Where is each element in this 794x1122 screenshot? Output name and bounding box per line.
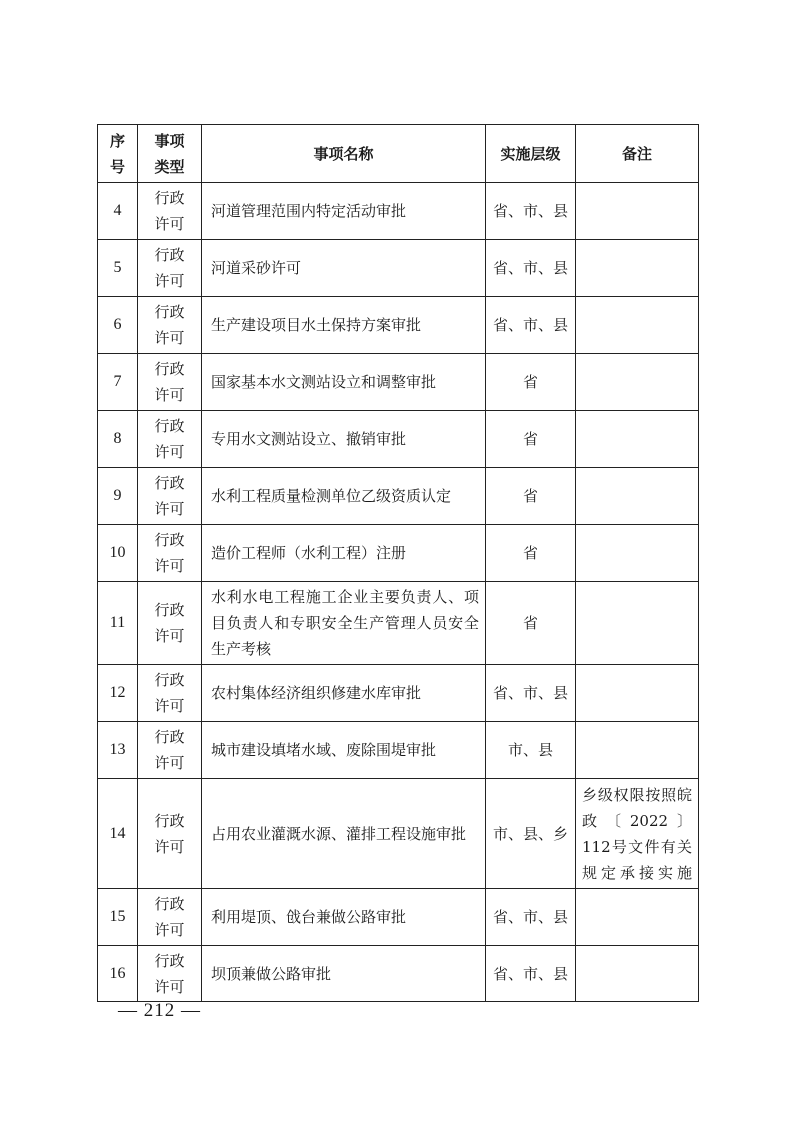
row-name: 河道管理范围内特定活动审批 bbox=[202, 183, 486, 240]
row-seq: 5 bbox=[98, 240, 138, 297]
row-type: 行政 许可 bbox=[138, 183, 202, 240]
row-level: 省、市、县 bbox=[486, 240, 576, 297]
row-level: 市、县、乡 bbox=[486, 779, 576, 889]
row-note bbox=[576, 411, 699, 468]
header-note: 备注 bbox=[576, 125, 699, 183]
row-note bbox=[576, 240, 699, 297]
table-row bbox=[98, 240, 699, 297]
row-name: 生产建设项目水土保持方案审批 bbox=[202, 297, 486, 354]
table-row bbox=[98, 722, 699, 779]
row-seq: 8 bbox=[98, 411, 138, 468]
row-seq: 7 bbox=[98, 354, 138, 411]
header-level: 实施层级 bbox=[486, 125, 576, 183]
table-row bbox=[98, 525, 699, 582]
row-name: 城市建设填堵水域、废除围堤审批 bbox=[202, 722, 486, 779]
row-type: 行政 许可 bbox=[138, 889, 202, 946]
row-type: 行政 许可 bbox=[138, 468, 202, 525]
row-name: 水利工程质量检测单位乙级资质认定 bbox=[202, 468, 486, 525]
table-row bbox=[98, 779, 699, 889]
row-seq: 11 bbox=[98, 582, 138, 665]
row-note: 乡级权限按照皖政〔2022〕112号文件有关规定承接实施 bbox=[576, 779, 699, 889]
row-note bbox=[576, 525, 699, 582]
row-type: 行政 许可 bbox=[138, 240, 202, 297]
table-row bbox=[98, 297, 699, 354]
table-row bbox=[98, 183, 699, 240]
row-seq: 9 bbox=[98, 468, 138, 525]
row-type: 行政 许可 bbox=[138, 722, 202, 779]
row-type: 行政 许可 bbox=[138, 354, 202, 411]
row-seq: 12 bbox=[98, 665, 138, 722]
matters-table bbox=[97, 124, 699, 1002]
row-level: 省、市、县 bbox=[486, 665, 576, 722]
row-name: 河道采砂许可 bbox=[202, 240, 486, 297]
row-type: 行政 许可 bbox=[138, 411, 202, 468]
row-seq: 16 bbox=[98, 946, 138, 1002]
row-name: 专用水文测站设立、撤销审批 bbox=[202, 411, 486, 468]
page-number: — 212 — bbox=[118, 1000, 201, 1021]
row-note bbox=[576, 297, 699, 354]
row-type: 行政 许可 bbox=[138, 297, 202, 354]
row-note bbox=[576, 468, 699, 525]
table-row bbox=[98, 665, 699, 722]
row-type: 行政 许可 bbox=[138, 525, 202, 582]
row-level: 省、市、县 bbox=[486, 183, 576, 240]
row-name: 坝顶兼做公路审批 bbox=[202, 946, 486, 1002]
row-level: 省 bbox=[486, 354, 576, 411]
row-note bbox=[576, 722, 699, 779]
row-level: 省 bbox=[486, 411, 576, 468]
row-level: 省 bbox=[486, 468, 576, 525]
table-row bbox=[98, 889, 699, 946]
row-level: 省 bbox=[486, 525, 576, 582]
row-name: 农村集体经济组织修建水库审批 bbox=[202, 665, 486, 722]
row-seq: 13 bbox=[98, 722, 138, 779]
row-level: 省、市、县 bbox=[486, 889, 576, 946]
row-type: 行政 许可 bbox=[138, 779, 202, 889]
table-row bbox=[98, 354, 699, 411]
row-name: 占用农业灌溉水源、灌排工程设施审批 bbox=[202, 779, 486, 889]
header-type: 事项 类型 bbox=[138, 125, 202, 183]
row-note bbox=[576, 183, 699, 240]
row-seq: 6 bbox=[98, 297, 138, 354]
row-level: 省、市、县 bbox=[486, 946, 576, 1002]
table-row bbox=[98, 468, 699, 525]
row-level: 省、市、县 bbox=[486, 297, 576, 354]
row-type: 行政 许可 bbox=[138, 946, 202, 1002]
row-note bbox=[576, 889, 699, 946]
row-note bbox=[576, 582, 699, 665]
row-seq: 14 bbox=[98, 779, 138, 889]
row-note bbox=[576, 665, 699, 722]
header-name: 事项名称 bbox=[202, 125, 486, 183]
row-seq: 10 bbox=[98, 525, 138, 582]
header-seq: 序 号 bbox=[98, 125, 138, 183]
row-name: 国家基本水文测站设立和调整审批 bbox=[202, 354, 486, 411]
row-name: 水利水电工程施工企业主要负责人、项目负责人和专职安全生产管理人员安全生产考核 bbox=[202, 582, 486, 665]
row-seq: 4 bbox=[98, 183, 138, 240]
table-row bbox=[98, 946, 699, 1002]
row-note bbox=[576, 354, 699, 411]
row-level: 省 bbox=[486, 582, 576, 665]
row-type: 行政 许可 bbox=[138, 665, 202, 722]
row-type: 行政 许可 bbox=[138, 582, 202, 665]
row-name: 造价工程师（水利工程）注册 bbox=[202, 525, 486, 582]
row-note bbox=[576, 946, 699, 1002]
header-row bbox=[98, 125, 699, 183]
row-name: 利用堤顶、戗台兼做公路审批 bbox=[202, 889, 486, 946]
row-level: 市、县 bbox=[486, 722, 576, 779]
table-row bbox=[98, 411, 699, 468]
row-seq: 15 bbox=[98, 889, 138, 946]
table-row bbox=[98, 582, 699, 665]
